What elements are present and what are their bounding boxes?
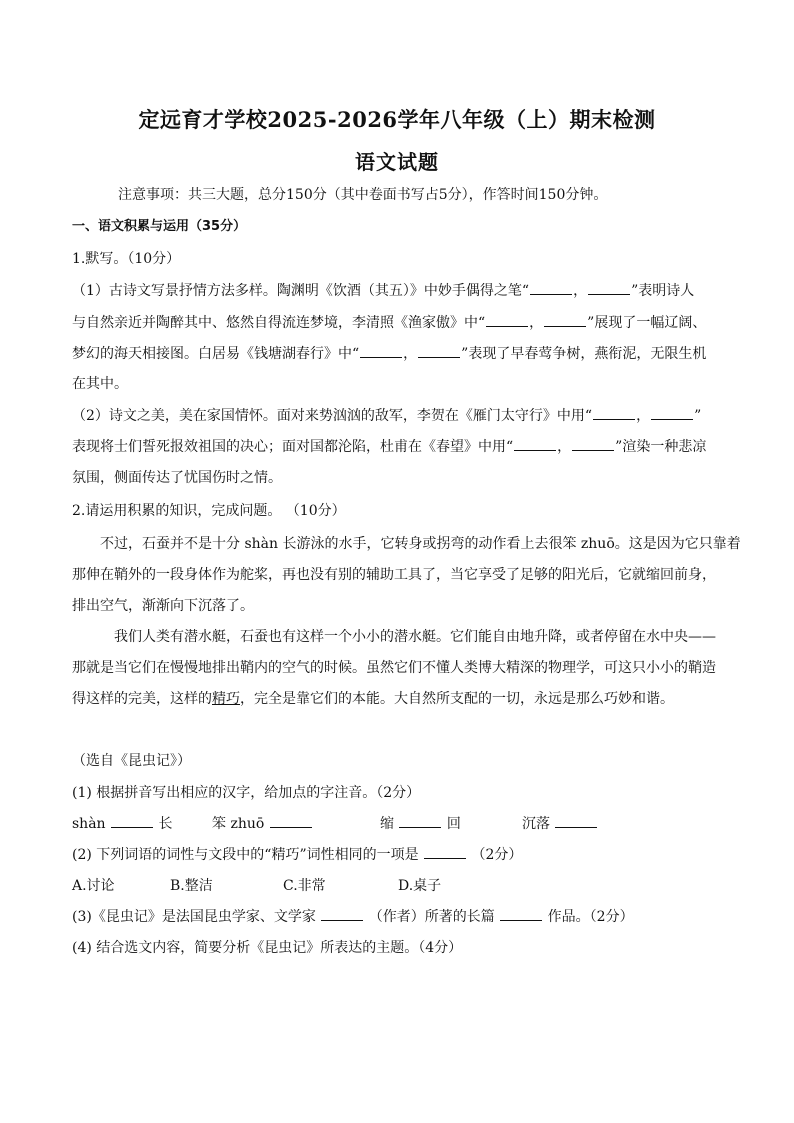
option-c[interactable]: C.非常 <box>283 878 326 894</box>
answer-blank[interactable] <box>321 908 363 921</box>
sub-question-3: (3)《昆虫记》是法国昆虫学家、文学家 （作者）所著的长篇 作品。（2分） <box>72 909 634 925</box>
answer-blank[interactable] <box>111 815 153 828</box>
q1-p1-line4: 在其中。 <box>72 376 128 392</box>
q1-p2-line2: 表现将士们誓死报效祖国的决心；面对国都沦陷，杜甫在《春望》中用“ ， ”渲染一种悲凉 <box>72 439 707 455</box>
passage-source: （选自《昆虫记》） <box>72 753 191 769</box>
answer-blank[interactable] <box>544 314 586 327</box>
answer-blank[interactable] <box>593 407 635 420</box>
option-b[interactable]: B.整洁 <box>170 878 213 894</box>
exam-notice: 注意事项：共三大题，总分150分（其中卷面书写占5分），作答时间150分钟。 <box>118 187 608 203</box>
sub-question-4: (4) 结合选文内容，简要分析《昆虫记》所表达的主题。（4分） <box>72 940 463 956</box>
answer-blank[interactable] <box>500 908 542 921</box>
question-1-label: 1.默写。（10分） <box>72 251 181 267</box>
passage1-line1: 不过，石蚕并不是十分 shàn 长游泳的水手，它转身或拐弯的动作看上去很笨 zhuō。这是因为它只靠着 <box>100 536 741 552</box>
answer-blank[interactable] <box>399 815 441 828</box>
keyword-jingqiao: 精巧 <box>212 691 240 707</box>
option-a[interactable]: A.讨论 <box>72 878 115 894</box>
q1-p2-line3: 氛围，侧面传达了忧国伤时之情。 <box>72 470 282 486</box>
answer-blank[interactable] <box>424 846 466 859</box>
answer-blank[interactable] <box>270 815 312 828</box>
q1-p1-line1: （1）古诗文写景抒情方法多样。陶渊明《饮酒（其五）》中妙手偶得之笔“ ， ”表明诗人 <box>72 283 695 299</box>
answer-blank[interactable] <box>572 438 614 451</box>
answer-blank[interactable] <box>588 282 630 295</box>
pinyin-item-4: 沉落 <box>522 815 598 833</box>
section-heading: 一、语文积累与运用（35分） <box>72 219 247 234</box>
answer-blank[interactable] <box>555 815 597 828</box>
answer-blank[interactable] <box>651 407 693 420</box>
answer-blank[interactable] <box>418 345 460 358</box>
sub-question-1: (1) 根据拼音写出相应的汉字，给加点的字注音。（2分） <box>72 785 421 801</box>
answer-blank[interactable] <box>360 345 402 358</box>
question-2-label: 2.请运用积累的知识，完成问题。 （10分） <box>72 503 346 519</box>
answer-blank[interactable] <box>530 282 572 295</box>
q1-p1-line2: 与自然亲近并陶醉其中、悠然自得流连梦境，李清照《渔家傲》中“ ， ”展现了一幅辽阔、 <box>72 315 707 331</box>
passage1-line3: 排出空气，渐渐向下沉落了。 <box>72 598 254 614</box>
pinyin-item-2: 笨 zhuō <box>212 815 313 833</box>
page-title: 定远育才学校2025-2026学年八年级（上）期末检测 <box>138 107 656 132</box>
option-d[interactable]: D.桌子 <box>398 878 442 894</box>
q1-p2-line1: （2）诗文之美，美在家国情怀。面对来势汹汹的敌军，李贺在《雁门太守行》中用“ ， ” <box>72 408 702 424</box>
q1-p1-line3: 梦幻的海天相接图。白居易《钱塘湖春行》中“ ， ”表现了早春莺争树，燕衔泥，无限生机 <box>72 346 707 362</box>
answer-blank[interactable] <box>486 314 528 327</box>
passage2-line1: 我们人类有潜水艇，石蚕也有这样一个小小的潜水艇。它们能自由地升降，或者停留在水中央—— <box>114 629 716 645</box>
sub-question-2: (2) 下列词语的词性与文段中的“精巧”词性相同的一项是 （2分） <box>72 847 523 863</box>
passage2-line2: 那就是当它们在慢慢地排出鞘内的空气的时候。虽然它们不懂人类博大精深的物理学，可这只小小的鞘造 <box>72 660 716 676</box>
page-subtitle: 语文试题 <box>355 150 439 174</box>
passage1-line2: 那伸在鞘外的一段身体作为舵桨，再也没有别的辅助工具了，当它享受了足够的阳光后，它就缩回前身， <box>72 567 716 583</box>
pinyin-item-3: 缩 回 <box>380 816 461 832</box>
answer-blank[interactable] <box>514 438 556 451</box>
pinyin-item-1: shàn 长 <box>72 816 173 832</box>
passage2-line3: 得这样的完美，这样的精巧，完全是靠它们的本能。大自然所支配的一切，永远是那么巧妙和谐。 <box>72 691 674 707</box>
